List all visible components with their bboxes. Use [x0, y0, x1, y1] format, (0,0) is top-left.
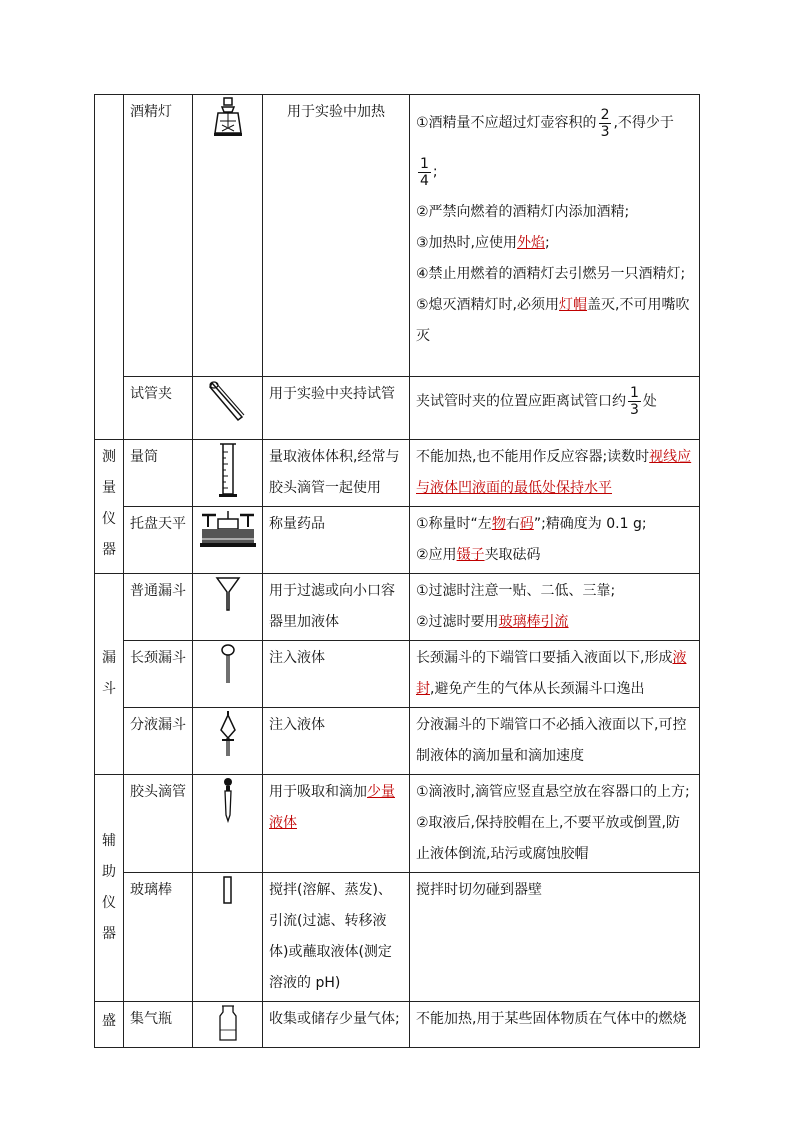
notes-cell: 分液漏斗的下端管口不必插入液面以下,可控制液体的滴加量和滴加速度 — [410, 708, 700, 775]
category-cell — [95, 1002, 124, 1048]
note-text: ①滴液时,滴管应竖直悬空放在容器口的上方; — [416, 784, 690, 800]
note-text: ②应用 — [416, 547, 457, 563]
highlight-text: 少量液体 — [269, 784, 395, 831]
instrument-name: 长颈漏斗 — [124, 641, 193, 708]
category-cell — [95, 574, 124, 775]
notes-cell — [410, 574, 700, 641]
note-text: ,不得少于 — [613, 115, 674, 131]
highlight-text: 镊子 — [456, 547, 485, 563]
instrument-name: 试管夹 — [124, 377, 193, 440]
note-text: 右 — [505, 516, 520, 532]
note-text: 用于吸取和滴加 — [269, 784, 367, 800]
usage-text: 用于实验中夹持试管 — [263, 377, 410, 440]
note-text: 处 — [642, 393, 657, 410]
highlight-text: 液封 — [416, 650, 687, 697]
usage-text: 称量药品 — [263, 507, 410, 574]
numerator: 1 — [630, 385, 639, 401]
table-row — [95, 440, 700, 507]
table-row — [95, 775, 700, 873]
note-text: ②严禁向燃着的酒精灯内添加酒精; — [416, 204, 630, 220]
instrument-name: 玻璃棒 — [124, 873, 193, 1002]
instrument-table — [94, 94, 700, 1048]
category-char: 助 — [102, 864, 116, 880]
notes-cell — [410, 507, 700, 574]
category-char: 盛 — [102, 1013, 116, 1029]
notes-cell — [410, 641, 700, 708]
instrument-name: 集气瓶 — [124, 1002, 193, 1048]
note-text: ①称量时“左 — [416, 516, 492, 532]
note-text: ①酒精量不应超过灯壶容积的 — [416, 115, 597, 131]
dropper-icon — [193, 775, 263, 873]
category-char: 器 — [102, 926, 116, 942]
table-row — [95, 95, 700, 377]
usage-text — [263, 775, 410, 873]
notes-cell — [410, 775, 700, 873]
note-text: ②取液后,保持胶帽在上,不要平放或倒置,防止液体倒流,玷污或腐蚀胶帽 — [416, 815, 680, 862]
separatory-funnel-icon — [193, 708, 263, 775]
highlight-text: 灯帽 — [559, 297, 588, 313]
category-char: 漏 — [102, 650, 116, 666]
instrument-name: 胶头滴管 — [124, 775, 193, 873]
notes-cell — [410, 440, 700, 507]
highlight-text: 码 — [519, 516, 534, 532]
notes-cell: 不能加热,用于某些固体物质在气体中的燃烧 — [410, 1002, 700, 1048]
instrument-name: 托盘天平 — [124, 507, 193, 574]
instrument-name: 普通漏斗 — [124, 574, 193, 641]
category-char: 仪 — [102, 895, 116, 911]
note-text: ③加热时,应使用 — [416, 235, 518, 251]
gas-jar-icon — [193, 1002, 263, 1048]
table-row — [95, 873, 700, 1002]
usage-text: 用于过滤或向小口容器里加液体 — [263, 574, 410, 641]
usage-text: 注入液体 — [263, 641, 410, 708]
denominator: 3 — [630, 402, 639, 418]
usage-text: 搅拌(溶解、蒸发)、引流(过滤、转移液体)或蘸取液体(测定溶液的 pH) — [263, 873, 410, 1002]
usage-text: 量取液体体积,经常与胶头滴管一起使用 — [263, 440, 410, 507]
highlight-text: 视线应与液体凹液面的最低处保持水平 — [416, 449, 692, 496]
table-row — [95, 641, 700, 708]
note-text: ⑤熄灭酒精灯时,必须用 — [416, 297, 560, 313]
usage-text: 收集或储存少量气体; — [263, 1002, 410, 1048]
alcohol-lamp-icon — [193, 95, 263, 377]
fraction — [418, 156, 431, 189]
note-text: ④禁止用燃着的酒精灯去引燃另一只酒精灯; — [416, 266, 686, 282]
numerator: 1 — [420, 155, 429, 172]
note-text: ②过滤时要用 — [416, 614, 499, 630]
category-cell — [95, 440, 124, 574]
category-char: 测 — [102, 449, 116, 465]
balance-icon — [193, 507, 263, 574]
note-text: 盖灭,不可用嘴吹灭 — [416, 297, 690, 344]
notes-cell: 搅拌时切勿碰到器壁 — [410, 873, 700, 1002]
long-neck-funnel-icon — [193, 641, 263, 708]
funnel-icon — [193, 574, 263, 641]
note-text: ,避免产生的气体从长颈漏斗口逸出 — [430, 681, 645, 697]
note-text: 夹取砝码 — [484, 547, 541, 563]
note-text: ①过滤时注意一贴、二低、三靠; — [416, 583, 616, 599]
fraction — [599, 107, 612, 140]
highlight-text: 外焰 — [517, 235, 546, 251]
measuring-cylinder-icon — [193, 440, 263, 507]
table-row — [95, 507, 700, 574]
note-text: ; — [432, 164, 438, 180]
usage-text: 用于实验中加热 — [263, 95, 410, 377]
notes-cell — [410, 377, 700, 440]
category-char: 量 — [102, 480, 116, 496]
category-char: 斗 — [102, 681, 116, 697]
highlight-text: 玻璃棒引流 — [498, 614, 569, 630]
table-row — [95, 1002, 700, 1048]
category-char: 辅 — [102, 833, 116, 849]
table-row — [95, 574, 700, 641]
glass-rod-icon — [193, 873, 263, 1002]
usage-text: 注入液体 — [263, 708, 410, 775]
instrument-name: 分液漏斗 — [124, 708, 193, 775]
note-text: 不能加热,也不能用作反应容器;读数时 — [416, 449, 650, 465]
category-cell-empty — [95, 95, 124, 440]
fraction — [628, 385, 641, 418]
test-tube-clamp-icon — [193, 377, 263, 440]
denominator: 4 — [420, 172, 429, 189]
note-text: ; — [545, 235, 550, 251]
note-text: 夹试管时夹的位置应距离试管口约 — [416, 393, 626, 410]
notes-cell — [410, 95, 700, 377]
category-cell — [95, 775, 124, 1002]
category-char: 器 — [102, 542, 116, 558]
note-text: ”;精确度为 0.1 g; — [533, 516, 647, 532]
category-char: 仪 — [102, 511, 116, 527]
note-text: 长颈漏斗的下端管口要插入液面以下,形成 — [416, 650, 673, 666]
numerator: 2 — [600, 106, 610, 123]
denominator: 3 — [600, 123, 610, 140]
instrument-name: 量筒 — [124, 440, 193, 507]
instrument-name: 酒精灯 — [124, 95, 193, 377]
table-row — [95, 708, 700, 775]
highlight-text: 物 — [491, 516, 506, 532]
table-row — [95, 377, 700, 440]
